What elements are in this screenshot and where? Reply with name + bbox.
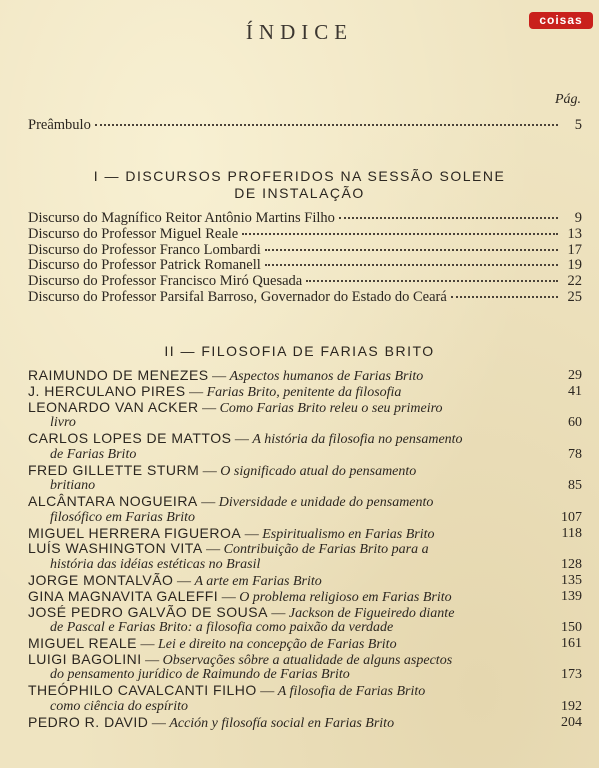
entry-work: Jackson de Figueiredo diante xyxy=(288,605,455,621)
toc-page: 25 xyxy=(567,289,582,305)
entry-page: 41 xyxy=(568,383,582,399)
leader-dots xyxy=(265,249,558,251)
entry-author: JOSÉ PEDRO GALVÃO DE SOUSA xyxy=(28,603,268,620)
entry-work-continued: livro xyxy=(50,415,76,431)
toc-entry: PEDRO R. DAVID — Acción y filosofía social en Farias Brito 204 xyxy=(28,713,582,731)
toc-label: Preâmbulo xyxy=(28,117,91,133)
entry-author: GINA MAGNAVITA GALEFFI xyxy=(28,587,219,604)
toc-label: Discurso do Professor Miguel Reale xyxy=(28,225,239,242)
toc-row xyxy=(28,289,582,306)
entry-work: Lei e direito na concepção de Farias Brito xyxy=(157,637,397,652)
entry-page: 204 xyxy=(561,714,582,730)
entry-work: A arte em Farias Brito xyxy=(194,573,322,589)
entry-page: 161 xyxy=(561,636,582,651)
entry-author: MIGUEL HERRERA FIGUEROA xyxy=(28,524,242,541)
entry-author: RAIMUNDO DE MENEZES xyxy=(28,367,209,383)
entry-page: 118 xyxy=(561,525,582,541)
entry-work: Diversidade e unidade do pensamento xyxy=(218,495,434,511)
leader-dots xyxy=(242,233,558,235)
toc-page: 22 xyxy=(567,273,582,290)
entry-author: CARLOS LOPES DE MATTOS xyxy=(28,430,232,447)
entry-work: Farias Brito, penitente da filosofia xyxy=(206,384,402,400)
leader-dots xyxy=(306,280,558,282)
entry-page: 85 xyxy=(568,478,582,494)
entry-page: 128 xyxy=(561,556,582,572)
entry-work-continued: como ciência do espírito xyxy=(50,698,189,714)
toc-entry: MIGUEL HERRERA FIGUEROA — Espiritualismo en Farias Brito 118 xyxy=(28,524,582,542)
entry-author: JORGE MONTALVÃO xyxy=(28,571,174,588)
entry-author: LUÍS WASHINGTON VITA xyxy=(28,540,203,557)
section-heading-1: I — DISCURSOS PROFERIDOS NA SESSÃO SOLENE xyxy=(93,168,506,184)
entry-work: Contribuição de Farias Brito para a xyxy=(223,542,429,558)
toc-page: 5 xyxy=(574,117,582,133)
toc-label: Discurso do Professor Patrick Romanell xyxy=(28,257,261,274)
toc-page: 13 xyxy=(567,225,582,242)
entry-page: 192 xyxy=(561,698,582,714)
watermark-stamp: coisas xyxy=(529,12,593,29)
entry-work-continued: de Farias Brito xyxy=(50,446,137,462)
toc-entry: GINA MAGNAVITA GALEFFI — O problema religioso em Farias Brito 139 xyxy=(28,587,582,605)
section-heading-1b: DE INSTALAÇÃO xyxy=(234,185,365,201)
entry-work: Acción y filosofía social en Farias Brito xyxy=(169,715,395,731)
entry-author: LEONARDO VAN ACKER xyxy=(28,398,199,415)
toc-row xyxy=(28,257,582,274)
entry-work: O problema religioso em Farias Brito xyxy=(239,589,452,605)
entry-page: 60 xyxy=(568,415,582,431)
entry-author: J. HERCULANO PIRES xyxy=(28,382,186,399)
toc-entry: LUIGI BAGOLINI — Observações sôbre a atualidade de alguns aspectos do pensamento jurídico de Raimundo de Farias Brito 173 xyxy=(28,650,582,683)
toc-page: 19 xyxy=(567,257,582,274)
entry-author: MIGUEL REALE xyxy=(28,635,137,651)
toc-page: 17 xyxy=(567,241,582,258)
toc-label: Discurso do Magnífico Reitor Antônio Martins Filho xyxy=(28,210,335,226)
entry-page: 139 xyxy=(561,588,582,604)
toc-entry: MIGUEL REALE — Lei e direito na concepção de Farias Brito 161 xyxy=(28,635,582,652)
entry-work: Espiritualismo en Farias Brito xyxy=(262,526,435,542)
toc-entry: THEÓPHILO CAVALCANTI FILHO — A filosofia de Farias Brito como ciência do espírito 192 xyxy=(28,682,582,714)
entry-page: 78 xyxy=(568,446,582,462)
toc-page: 9 xyxy=(574,210,582,226)
entry-author: PEDRO R. DAVID xyxy=(28,713,149,730)
toc-row-preambulo xyxy=(28,117,582,134)
entry-page: 173 xyxy=(561,667,582,683)
entry-work: Como Farias Brito releu o seu primeiro xyxy=(219,400,443,416)
entry-work: Aspectos humanos de Farias Brito xyxy=(229,369,424,384)
entry-page: 107 xyxy=(561,509,582,525)
toc-entry: JORGE MONTALVÃO — A arte em Farias Brito 135 xyxy=(28,571,582,589)
section-heading-2: II — FILOSOFIA DE FARIAS BRITO xyxy=(164,343,435,359)
toc-row xyxy=(28,226,582,243)
entry-work: A história da filosofia no pensamento xyxy=(252,432,463,448)
entry-work-continued: história das idéias estéticas no Brasil xyxy=(50,556,261,572)
entry-work-continued: filosófico em Farias Brito xyxy=(50,509,196,525)
toc-entry: CARLOS LOPES DE MATTOS — A história da filosofia no pensamento de Farias Brito 78 xyxy=(28,430,582,462)
entry-author: THEÓPHILO CAVALCANTI FILHO xyxy=(28,682,257,699)
entry-work-continued: britiano xyxy=(50,478,96,494)
entry-author: FRED GILLETTE STURM xyxy=(28,461,200,478)
entry-work-continued: do pensamento jurídico de Raimundo de Farias Brito xyxy=(50,667,350,683)
entry-page: 135 xyxy=(561,572,582,588)
toc-label: Discurso do Professor Franco Lombardi xyxy=(28,241,261,258)
toc-entry: ALCÂNTARA NOGUEIRA — Diversidade e unidade do pensamento filosófico em Farias Brito 107 xyxy=(28,493,582,525)
page-column-label: Pág. xyxy=(554,92,581,107)
toc-label: Discurso do Professor Parsifal Barroso, Governador do Estado do Ceará xyxy=(28,289,447,305)
entry-work: Observações sôbre a atualidade de alguns aspectos xyxy=(162,652,453,668)
toc-label: Discurso do Professor Francisco Miró Quesada xyxy=(28,273,303,290)
page-title: ÍNDICE xyxy=(245,20,354,44)
entry-author: LUIGI BAGOLINI xyxy=(28,650,142,667)
entry-page: 150 xyxy=(561,620,582,635)
toc-entry: J. HERCULANO PIRES — Farias Brito, penitente da filosofia 41 xyxy=(28,382,582,400)
toc-row xyxy=(28,210,582,227)
entry-work: O significado atual do pensamento xyxy=(220,463,417,479)
toc-entry: LUÍS WASHINGTON VITA — Contribuição de Farias Brito para a história das idéias estéticas no Brasil 128 xyxy=(28,540,582,572)
leader-dots xyxy=(339,217,558,219)
toc-entry: LEONARDO VAN ACKER — Como Farias Brito releu o seu primeiro livro 60 xyxy=(28,398,582,431)
leader-dots xyxy=(95,124,558,126)
entry-page: 29 xyxy=(568,368,582,383)
toc-entry: JOSÉ PEDRO GALVÃO DE SOUSA — Jackson de Figueiredo diante de Pascal e Farias Brito: a filosofia como paixão da verdade 150 xyxy=(28,603,582,635)
entry-author: ALCÂNTARA NOGUEIRA xyxy=(28,493,198,510)
toc-row xyxy=(28,242,582,259)
leader-dots xyxy=(265,264,558,266)
toc-row xyxy=(28,273,582,290)
entry-work: A filosofia de Farias Brito xyxy=(277,684,426,700)
toc-entry: RAIMUNDO DE MENEZES — Aspectos humanos de Farias Brito 29 xyxy=(28,367,582,384)
leader-dots xyxy=(451,296,558,298)
entry-work-continued: de Pascal e Farias Brito: a filosofia como paixão da verdade xyxy=(50,620,394,635)
toc-entry: FRED GILLETTE STURM — O significado atual do pensamento britiano 85 xyxy=(28,461,582,494)
